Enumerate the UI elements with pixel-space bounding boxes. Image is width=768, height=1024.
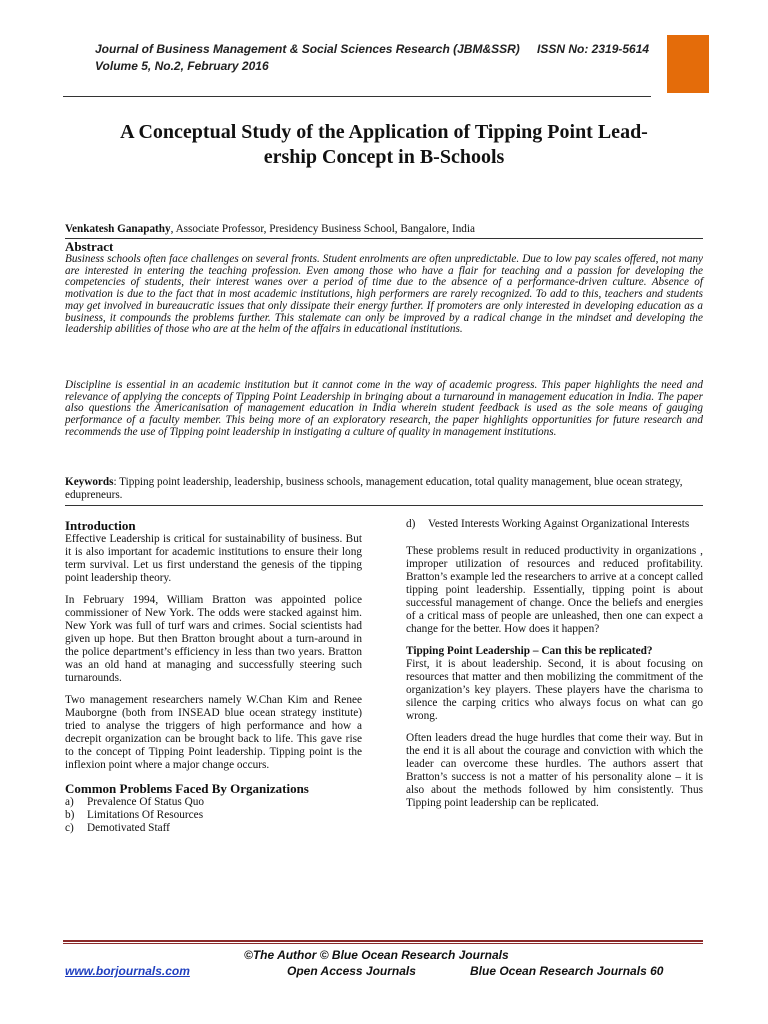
footer-rule-thin bbox=[63, 943, 703, 944]
list-item: b) Limitations Of Resources bbox=[65, 809, 204, 821]
right-column bbox=[406, 518, 703, 819]
footer-copyright: ©The Author © Blue Ocean Research Journals bbox=[244, 948, 509, 962]
author-name: Venkatesh Ganapathy bbox=[65, 223, 171, 235]
author-line bbox=[65, 223, 475, 235]
journal-volume: Volume 5, No.2, February 2016 bbox=[95, 59, 269, 73]
author-affiliation: , Associate Professor, Presidency Business School, Bangalore, India bbox=[170, 223, 475, 235]
replication-subheading: Tipping Point Leadership – Can this be replicated? bbox=[406, 645, 653, 657]
list-item: d) Vested Interests Working Against Organizational Interests bbox=[406, 518, 690, 530]
journal-name: Journal of Business Management & Social Sciences Research (JBM&SSR) bbox=[95, 42, 520, 56]
left-column bbox=[65, 518, 362, 835]
abstract-heading: Abstract bbox=[65, 239, 114, 254]
intro-paragraph-1: Effective Leadership is critical for sustainability of business. But it is also important for academic institutions to ensure their long term survival. Let us first understand the genesis of the tipping point leadership theory. bbox=[65, 533, 362, 584]
footer-page-number: Blue Ocean Research Journals 60 bbox=[470, 964, 664, 978]
title-line-2: ership Concept in B-Schools bbox=[263, 146, 505, 168]
footer-rule bbox=[63, 940, 703, 942]
intro-heading: Introduction bbox=[65, 518, 136, 533]
keywords-text: : Tipping point leadership, leadership, business schools, management education, total quality management, blue ocean strategy, edupreneurs. bbox=[65, 476, 683, 501]
abstract-paragraph-2: Discipline is essential in an academic institution but it cannot come in the way of academic progress. This paper highlights the need and relevance of applying the concepts of Tipping Point Leadership in bringing about a turnaround in management education in India. The paper also questions the Americanisation of management education in India wherein student feedback is used as the sole means of gauging performance of a faculty member. This being more of an exploratory research, the paper highlights opportunities for future research and recommends the use of Tipping point leadership in instigating a culture of quality in management institutions. bbox=[65, 379, 703, 438]
keywords-label: Keywords bbox=[65, 476, 114, 488]
problems-heading: Common Problems Faced By Organizations bbox=[65, 781, 309, 796]
abstract-rule bbox=[65, 238, 703, 239]
paper-title bbox=[64, 120, 704, 170]
abstract-paragraph-1: Business schools often face challenges on several fronts. Student enrolments are often unpredictable. Due to low pay scales offered, not many are interested in entering the teaching profession. Even among those who have a flair for teaching and a passion for developing the competencies of students, their interest wanes over a period of time due to the absence of a performance-driven culture. Absence of motivation is due to the fact that in most academic institutions, high performers are rarely recognized. To add to this, teachers and students may get involved in bureaucratic issues that only dissipate their energy further. If promoters are only interested in developing education as a business, it compounds the problems further. This stalemate can only be improved by a radical change in the mindset and developing the leadership abilities of those who are at the helm of the affairs in educational institutions. bbox=[65, 253, 703, 336]
keywords-rule bbox=[65, 505, 703, 506]
journal-header bbox=[95, 42, 650, 73]
list-item: a) Prevalence Of Status Quo bbox=[65, 796, 205, 808]
list-item: c) Demotivated Staff bbox=[65, 822, 170, 834]
keywords bbox=[65, 476, 703, 502]
intro-paragraph-2: In February 1994, William Bratton was appointed police commissioner of New York. The odds were stacked against him. New York was full of turf wars and crimes. Social scientists had given up hope. But then Bratton brought about a turn-around in the police department’s efficiency in less than two years. Bratton was an old hand at managing and successfully steering such turnarounds. bbox=[65, 594, 362, 684]
right-paragraph-2: First, it is about leadership. Second, it is about focusing on resources that matter and then mobilizing the commitment of the organization’s key players. These players have the charisma to silence the carping critics who always focus on what can go wrong. bbox=[406, 658, 703, 722]
accent-block bbox=[667, 35, 709, 93]
footer-open-access: Open Access Journals bbox=[287, 964, 416, 978]
header-rule bbox=[63, 96, 651, 97]
right-paragraph-3: Often leaders dread the huge hurdles that come their way. But in the end it is all about the courage and conviction with which the leader can overcome these hurdles. The authors assert that Bratton’s success is not a matter of his personality alone – it is also about the methods followed by him consistently. Thus Tipping point leadership can be replicated. bbox=[406, 732, 703, 809]
title-line-1: A Conceptual Study of the Application of Tipping Point Lead- bbox=[120, 121, 648, 143]
footer-website-link[interactable]: www.borjournals.com bbox=[65, 964, 190, 978]
issn: ISSN No: 2319-5614 bbox=[537, 42, 650, 56]
intro-paragraph-3: Two management researchers namely W.Chan Kim and Renee Mauborgne (both from INSEAD blue ocean strategy institute) tried to analyse the triggers of high performance and how a decrepit organization can be brought back to life. This gave rise to the concept of Tipping Point leadership. Tipping point is the inflexion point where a major change occurs. bbox=[65, 694, 362, 771]
right-paragraph-1: These problems result in reduced productivity in organizations , improper utilization of resources and reduced profitability. Bratton’s example led the researchers to arrive at a concept called tipping point leadership. Essentially, tipping point is about successful management of change. Once the beliefs and energies of a critical mass of people are unleashed, then one can expect a change for the better. How does it happen? bbox=[406, 545, 703, 635]
